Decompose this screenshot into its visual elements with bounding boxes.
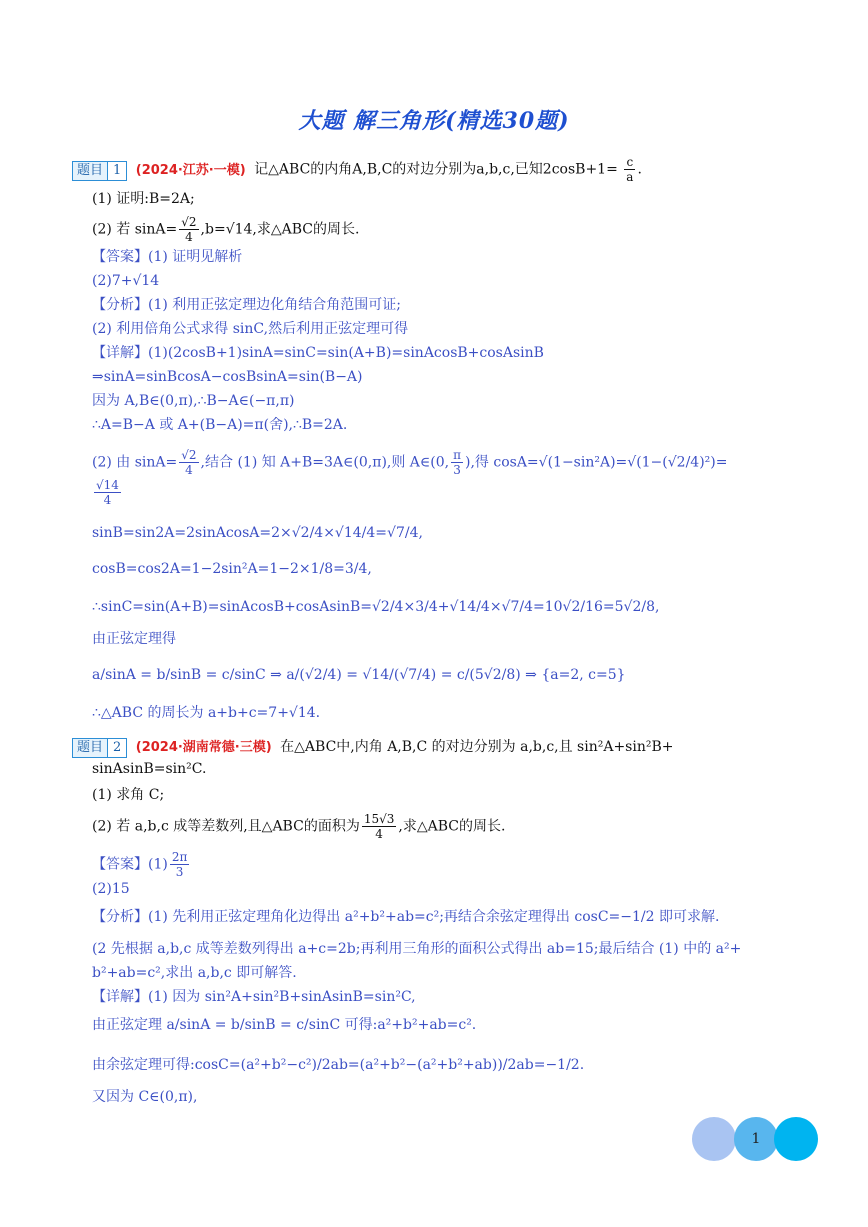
q1-detail-5-b: ,结合 (1) 知 A+B=3A∈(0,π),则 A∈(0, <box>200 454 450 471</box>
question-badge: 题目 <box>72 161 108 181</box>
q2-analysis-3: b²+ab=c²,求出 a,b,c 即可解答. <box>92 965 297 981</box>
q2-answer-1 <box>92 850 191 879</box>
q1-part-2-b: ,b=√14,求△ABC的周长. <box>200 221 360 238</box>
q2-answer-2: (2)15 <box>92 881 130 897</box>
q2-detail-3: 由余弦定理可得:cosC=(a²+b²−c²)/2ab=(a²+b²−(a²+b²+ab))/2ab=−1/2. <box>92 1057 585 1073</box>
q2-part-2 <box>92 812 505 841</box>
q1-detail-9: ∴sinC=sin(A+B)=sinAcosB+cosAsinB=√2/4×3/4+√14/4×√7/4=10√2/16=5√2/8, <box>92 599 660 615</box>
page-circle-left <box>692 1117 736 1161</box>
q2-part-2-a: (2) 若 a,b,c 成等差数列,且△ABC的面积为 <box>92 818 360 835</box>
q2-answer-1-a: 【答案】(1) <box>92 856 168 873</box>
q1-analysis-1: 【分析】(1) 利用正弦定理边化角结合角范围可证; <box>92 297 401 313</box>
q1-part-2-frac: $\frac{√2}{4}$ <box>181 215 197 244</box>
question-source: (2024·湖南常德·三模) <box>135 740 272 755</box>
q2-stem-2: sinAsinB=sin²C. <box>92 761 207 777</box>
question-stem: 记△ABC的内角A,B,C的对边分别为a,b,c,已知2cosB+1= <box>254 161 618 178</box>
q1-part-1: (1) 证明:B=2A; <box>92 191 195 207</box>
question-number: 2 <box>107 738 127 758</box>
q1-detail-4: ∴A=B−A 或 A+(B−A)=π(舍),∴B=2A. <box>92 417 348 433</box>
stem-end: . <box>637 161 642 178</box>
q2-detail-4: 又因为 C∈(0,π), <box>92 1089 198 1105</box>
q1-detail-5-frac-pi: $\frac{\pi}{3}$ <box>453 448 461 477</box>
q1-part-2-a: (2) 若 sinA= <box>92 221 178 238</box>
q1-detail-7: sinB=sin2A=2sinAcosA=2×√2/4×√14/4=√7/4, <box>92 525 423 541</box>
question-2-header <box>72 736 674 758</box>
q1-detail-2: ⇒sinA=sinBcosA−cosBsinA=sin(B−A) <box>92 369 363 385</box>
q1-part-2 <box>92 215 359 244</box>
q2-analysis-2: (2 先根据 a,b,c 成等差数列得出 a+c=2b;再利用三角形的面积公式得出 ab=15;最后结合 (1) 中的 a²+ <box>92 941 742 957</box>
q1-analysis-2: (2) 利用倍角公式求得 sinC,然后利用正弦定理可得 <box>92 321 409 337</box>
question-1-header <box>72 155 642 184</box>
q1-detail-6 <box>92 478 123 507</box>
stem-fraction: $\frac{c}{a}$ <box>626 155 634 184</box>
q1-detail-8: cosB=cos2A=1−2sin²A=1−2×1/8=3/4, <box>92 561 372 577</box>
q1-detail-12: ∴△ABC 的周长为 a+b+c=7+√14. <box>92 705 321 721</box>
question-source: (2024·江苏·一模) <box>135 162 246 178</box>
q1-detail-1: 【详解】(1)(2cosB+1)sinA=sinC=sin(A+B)=sinAcosB+cosAsinB <box>92 345 544 361</box>
q1-detail-5-frac: $\frac{√2}{4}$ <box>181 448 197 477</box>
question-badge: 题目 <box>72 738 108 758</box>
q1-detail-10: 由正弦定理得 <box>92 631 176 647</box>
q2-part-2-b: ,求△ABC的周长. <box>398 818 506 835</box>
q2-detail-1: 【详解】(1) 因为 sin²A+sin²B+sinAsinB=sin²C, <box>92 989 416 1005</box>
q1-detail-5 <box>92 448 727 477</box>
question-stem: 在△ABC中,内角 A,B,C 的对边分别为 a,b,c,且 sin²A+sin²B+ <box>280 739 674 755</box>
page-title: 大题 解三角形(精选30题) <box>298 108 570 134</box>
q1-answer-1: 【答案】(1) 证明见解析 <box>92 249 243 265</box>
page-circle-right <box>774 1117 818 1161</box>
q1-detail-6-frac: $\frac{√14}{4}$ <box>96 478 119 507</box>
q1-detail-3: 因为 A,B∈(0,π),∴B−A∈(−π,π) <box>92 393 295 409</box>
q2-analysis-1: 【分析】(1) 先利用正弦定理角化边得出 a²+b²+ab=c²;再结合余弦定理得出 cosC=−1/2 即可求解. <box>92 909 720 925</box>
question-number: 1 <box>107 161 127 181</box>
q1-detail-5-c: ),得 cosA=√(1−sin²A)=√(1−(√2/4)²)= <box>465 454 728 471</box>
q2-part-1: (1) 求角 C; <box>92 787 165 803</box>
q1-detail-11: a/sinA = b/sinB = c/sinC ⇒ a/(√2/4) = √14/(√7/4) = c/(5√2/8) ⇒ {a=2, c=5} <box>92 667 626 683</box>
page-number: 1 <box>751 1131 761 1147</box>
q2-part-2-frac: $\frac{15√3}{4}$ <box>363 812 395 841</box>
q2-answer-1-frac: $\frac{2\pi}{3}$ <box>171 850 188 879</box>
q1-answer-2: (2)7+√14 <box>92 273 160 289</box>
q2-detail-2: 由正弦定理 a/sinA = b/sinB = c/sinC 可得:a²+b²+ab=c². <box>92 1017 477 1033</box>
q1-detail-5-a: (2) 由 sinA= <box>92 454 178 471</box>
